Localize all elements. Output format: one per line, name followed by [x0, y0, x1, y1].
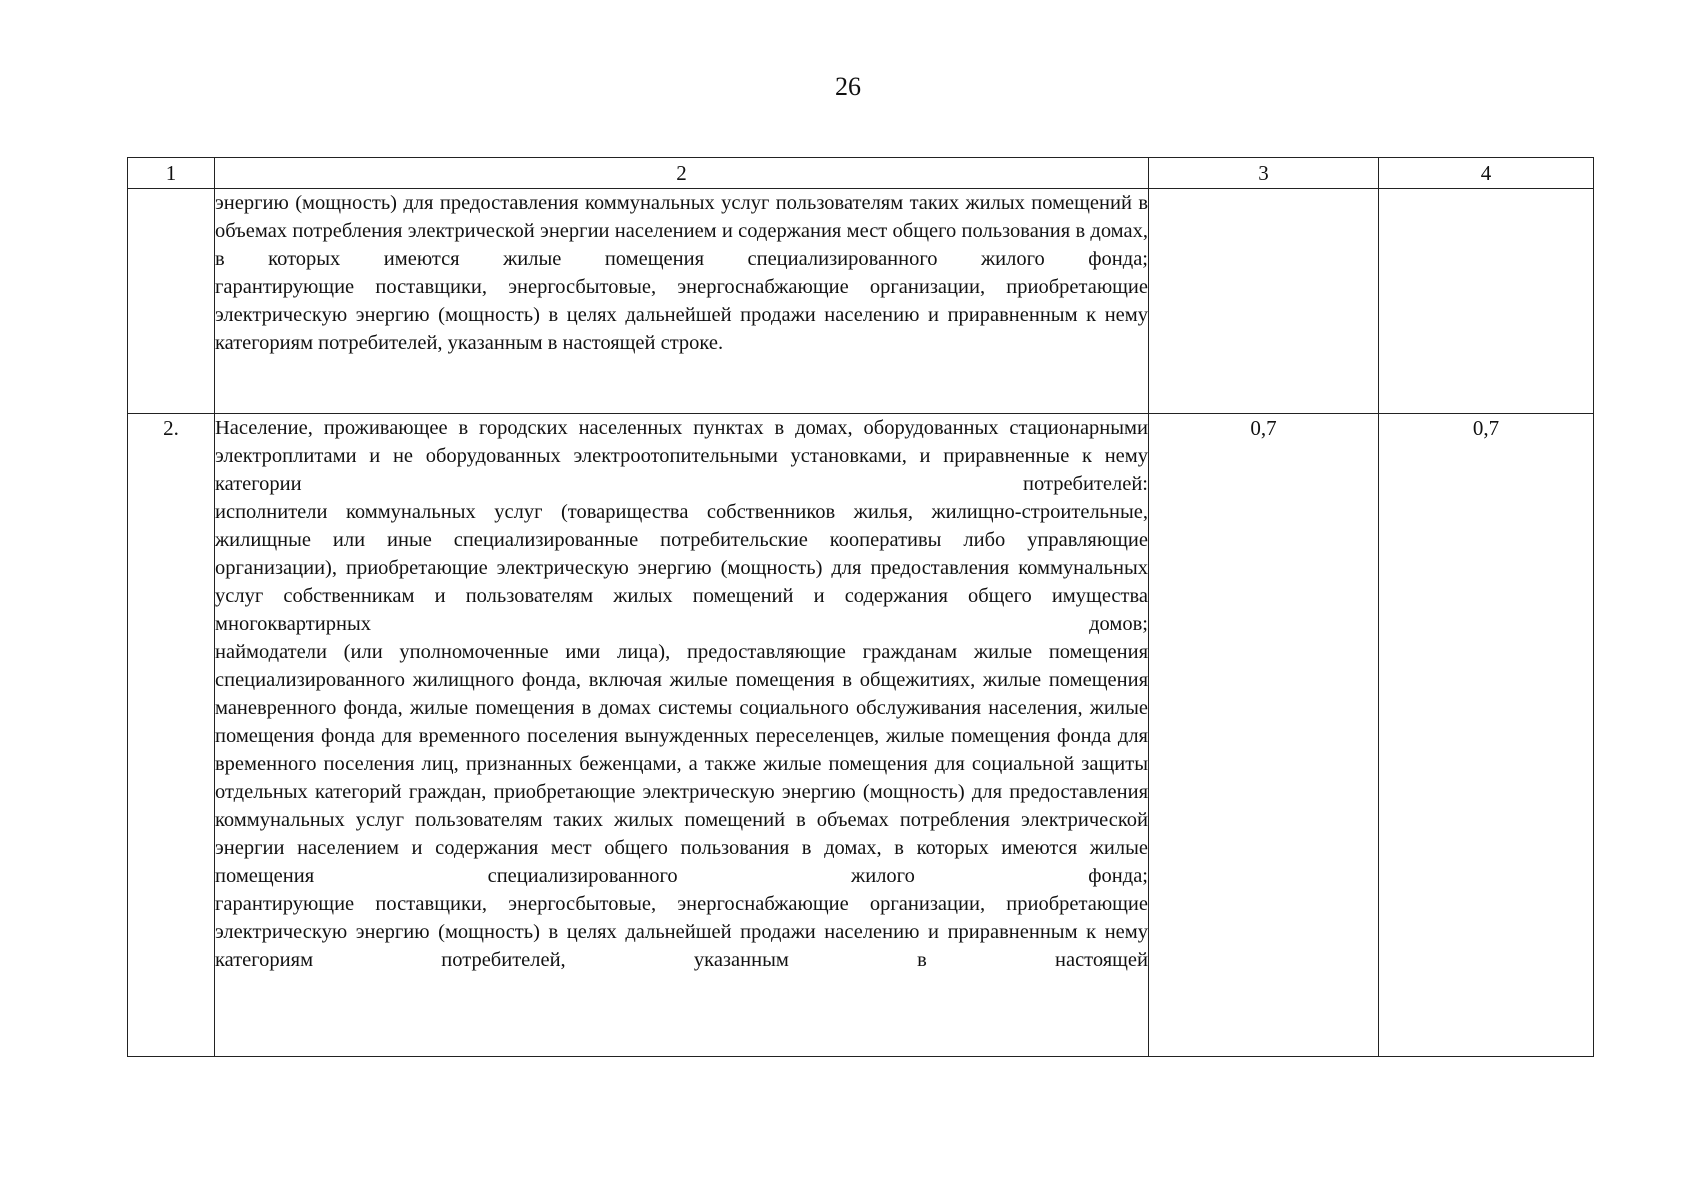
description-paragraph: энергию (мощность) для предоставления коммунальных услуг пользователям таких жилых помещений в объемах потребления электрической энергии населением и содержания мест общего пользования в домах, в которых имеются жилые помещения специализированного жилого фонда; [215, 192, 1148, 270]
table-row-continuation [128, 189, 1594, 414]
column-header-1: 1 [128, 158, 215, 189]
description-paragraph: наймодатели (или уполномоченные ими лица), предоставляющие гражданам жилые помещения специализированного жилищного фонда, включая жилые помещения в общежитиях, жилые помещения маневренного фонда, жилые помещения в домах системы социального обслуживания населения, жилые помещения фонда для временного поселения вынужденных переселенцев, жилые помещения фонда для временного поселения лиц, признанных беженцами, а также жилые помещения для социальной защиты отдельных категорий граждан, приобретающие электрическую энергию (мощность) для предоставления коммунальных услуг пользователям таких жилых помещений в объемах потребления электрической энергии населением и содержания мест общего пользования в домах, в которых имеются жилые помещения специализированного жилого фонда; [215, 641, 1148, 887]
description-paragraph: гарантирующие поставщики, энергосбытовые, энергоснабжающие организации, приобретающие электрическую энергию (мощность) в целях дальнейшей продажи населению и приравненным к нему категориям потребителей, указанным в настоящей строке. [215, 276, 1148, 354]
row-number-cell [128, 189, 215, 414]
row-description-cell [215, 189, 1149, 414]
column-header-4: 4 [1379, 158, 1594, 189]
description-paragraph: исполнители коммунальных услуг (товарищества собственников жилья, жилищно-строительные, жилищные или иные специализированные потребительские кооперативы либо управляющие организации), приобретающие электрическую энергию (мощность) для предоставления коммунальных услуг собственникам и пользователям жилых помещений и содержания общего имущества многоквартирных домов; [215, 501, 1148, 635]
row-value-col3: 0,7 [1149, 414, 1379, 1057]
description-paragraph: Население, проживающее в городских населенных пунктах в домах, оборудованных стационарными электроплитами и не оборудованных электроотопительными установками, и приравненные к нему категории потребителей: [215, 417, 1148, 495]
page-number: 26 [835, 72, 861, 101]
tariff-table [127, 157, 1594, 1057]
table-header-row [128, 158, 1594, 189]
row-value-col3 [1149, 189, 1379, 414]
row-value-col4: 0,7 [1379, 414, 1594, 1057]
row-number-cell: 2. [128, 414, 215, 1057]
row-description-cell [215, 414, 1149, 1057]
description-paragraph: гарантирующие поставщики, энергосбытовые, энергоснабжающие организации, приобретающие электрическую энергию (мощность) в целях дальнейшей продажи населению и приравненным к нему категориям потребителей, указанным в настоящей [215, 893, 1148, 971]
column-header-2: 2 [215, 158, 1149, 189]
table-row-2 [128, 414, 1594, 1057]
row-value-col4 [1379, 189, 1594, 414]
column-header-3: 3 [1149, 158, 1379, 189]
